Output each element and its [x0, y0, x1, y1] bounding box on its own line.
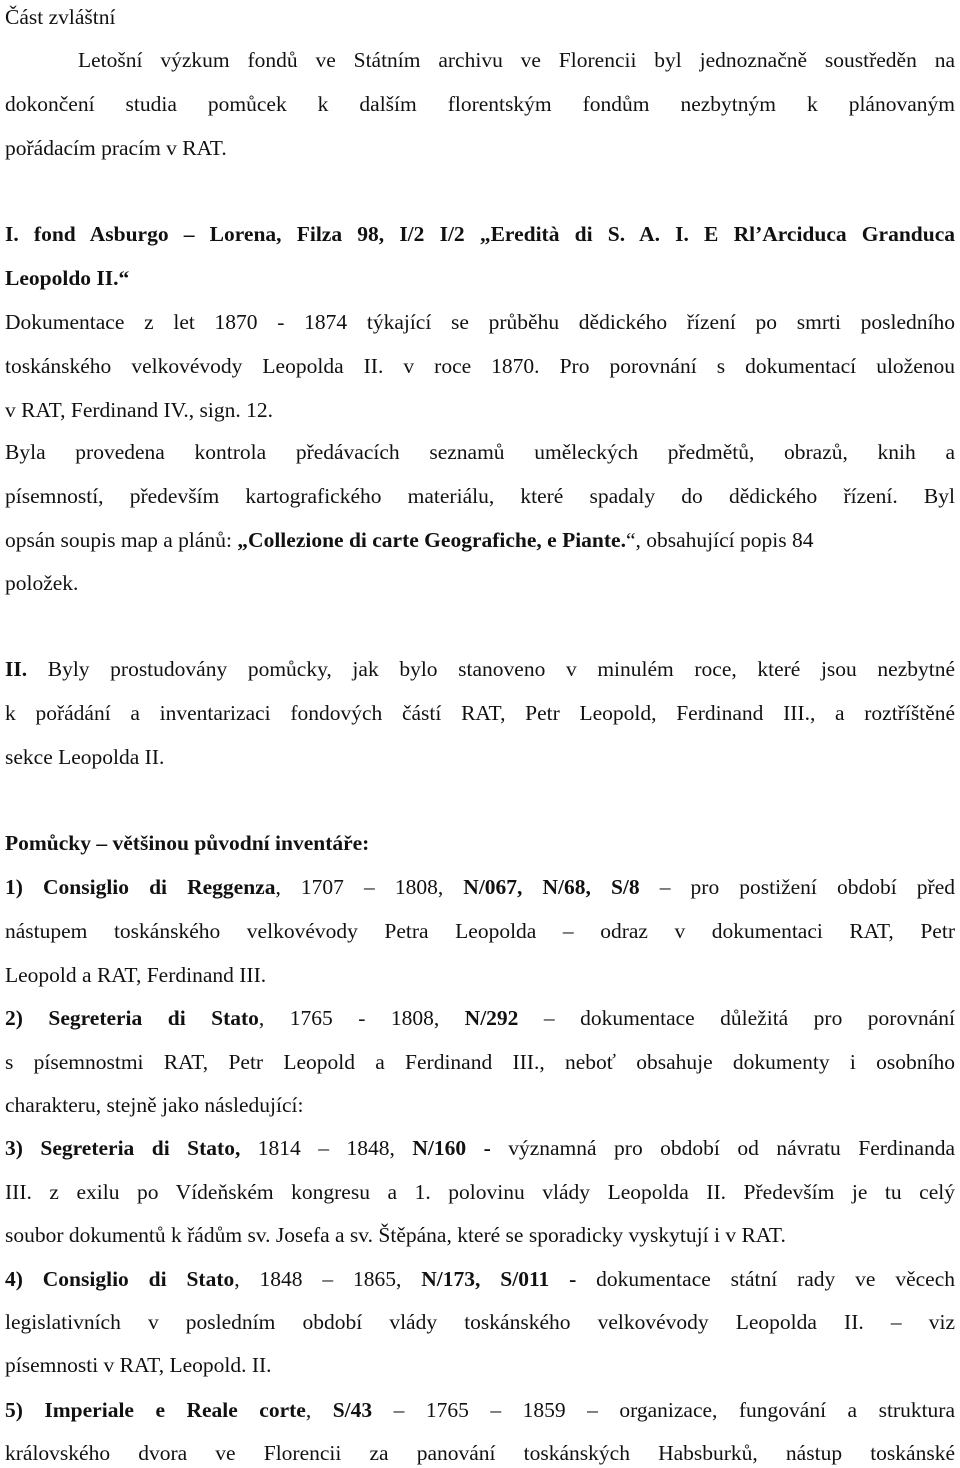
section2-line-2: k pořádání a inventarizaci fondových částí RAT, Petr Leopold, Ferdinand III., a roztříštěné	[5, 701, 955, 725]
tool-item-2-line-3: charakteru, stejně jako následující:	[5, 1093, 304, 1117]
tool-item-1-line-1: 1) Consiglio di Reggenza, 1707 – 1808, N/067, N/68, S/8 – pro postižení období před	[5, 875, 955, 899]
tools-heading: Pomůcky – většinou původní inventáře:	[5, 831, 370, 855]
section1-title-line-1: I. fond Asburgo – Lorena, Filza 98, I/2 I/2 „Eredità di S. A. I. E Rl’Arciduca Granduca	[5, 222, 955, 246]
tool-item-1-line-3: Leopold a RAT, Ferdinand III.	[5, 963, 267, 987]
section1-para2-line-4: položek.	[5, 571, 79, 595]
tool-item-3-line-3: soubor dokumentů k řádům sv. Josefa a sv. Štěpána, které se sporadicky vyskytují i v RAT.	[5, 1223, 786, 1247]
tool-item-4-line-1: 4) Consiglio di Stato, 1848 – 1865, N/173, S/011 - dokumentace státní rady ve věcech	[5, 1267, 955, 1291]
section1-para2-line-1: Byla provedena kontrola předávacích seznamů uměleckých předmětů, obrazů, knih a	[5, 440, 955, 464]
tool-item-2-line-2: s písemnostmi RAT, Petr Leopold a Ferdinand III., neboť obsahuje dokumenty i osobního	[5, 1050, 955, 1074]
section1-para2-line-3: opsán soupis map a plánů: „Collezione di carte Geografiche, e Piante.“, obsahující popis 84	[5, 528, 814, 552]
section1-para1-line-3: v RAT, Ferdinand IV., sign. 12.	[5, 398, 273, 422]
tool-item-5-line-1: 5) Imperiale e Reale corte, S/43 – 1765 – 1859 – organizace, fungování a struktura	[5, 1398, 955, 1422]
section1-title-line-2: Leopoldo II.“	[5, 266, 130, 290]
tool-item-1-line-2: nástupem toskánského velkovévody Petra Leopolda – odraz v dokumentaci RAT, Petr	[5, 919, 955, 943]
intro-line-2: dokončení studia pomůcek k dalším florentským fondům nezbytným k plánovaným	[5, 92, 955, 116]
intro-line-3: pořádacím pracím v RAT.	[5, 136, 227, 160]
tool-item-2-line-1: 2) Segreteria di Stato, 1765 - 1808, N/292 – dokumentace důležitá pro porovnání	[5, 1006, 955, 1030]
intro-line-1: Letošní výzkum fondů ve Státním archivu ve Florencii byl jednoznačně soustředěn na	[78, 48, 955, 72]
section2-line-3: sekce Leopolda II.	[5, 745, 165, 769]
tool-item-3-line-1: 3) Segreteria di Stato, 1814 – 1848, N/160 - významná pro období od návratu Ferdinanda	[5, 1136, 955, 1160]
tool-item-5-line-2: královského dvora ve Florencii za panování toskánských Habsburků, nástup toskánské	[5, 1441, 955, 1465]
tool-item-4-line-2: legislativních v posledním období vlády toskánského velkovévody Leopolda II. – viz	[5, 1310, 955, 1334]
section1-para2-line-2: písemností, především kartografického materiálu, které spadaly do dědického řízení. Byl	[5, 484, 955, 508]
tool-item-4-line-3: písemnosti v RAT, Leopold. II.	[5, 1353, 272, 1377]
section1-para1-line-1: Dokumentace z let 1870 - 1874 týkající se průběhu dědického řízení po smrti posledního	[5, 310, 955, 334]
section-heading: Část zvláštní	[5, 5, 116, 29]
section2-line-1: II. Byly prostudovány pomůcky, jak bylo stanoveno v minulém roce, které jsou nezbytné	[5, 657, 955, 681]
section1-para1-line-2: toskánského velkovévody Leopolda II. v roce 1870. Pro porovnání s dokumentací uloženou	[5, 354, 955, 378]
tool-item-3-line-2: III. z exilu po Vídeňském kongresu a 1. polovinu vlády Leopolda II. Především je tu celý	[5, 1180, 955, 1204]
